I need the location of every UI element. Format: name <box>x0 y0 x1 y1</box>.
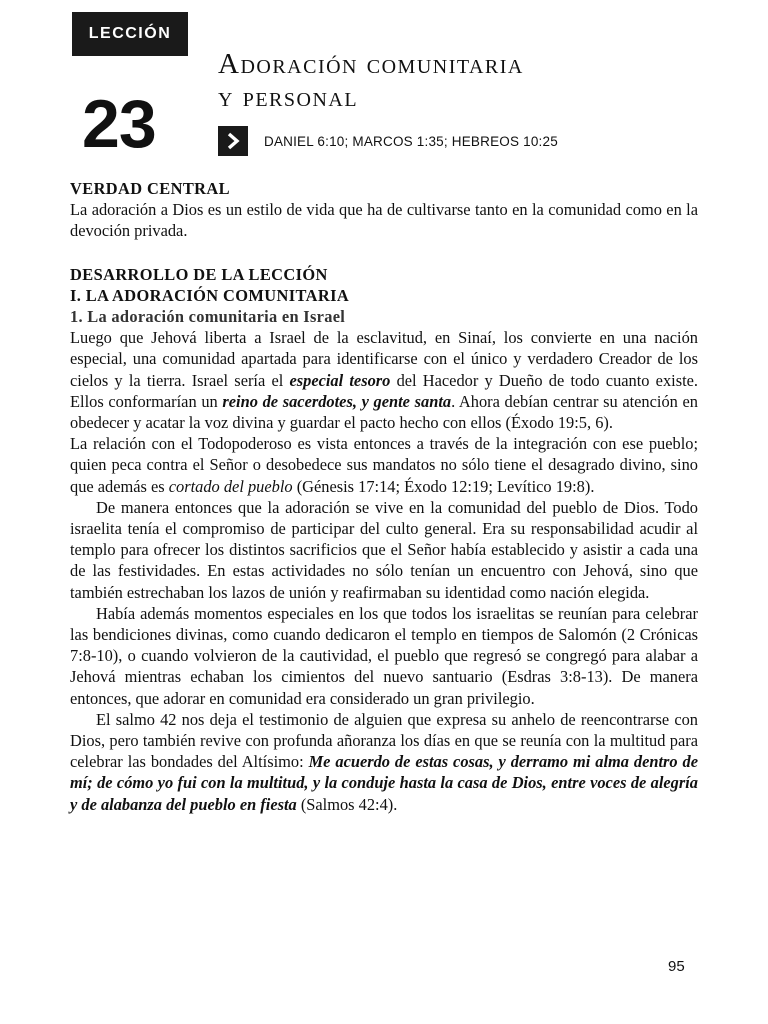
central-truth-text: La adoración a Dios es un estilo de vida que ha de cultivarse tanto en la comunidad como en la devoción privada. <box>70 200 698 241</box>
lesson-development-heading: DESARROLLO DE LA LECCIÓN <box>70 264 328 284</box>
paragraph-2-text-a: La relación con el Todopoderoso es vista entonces a través de la integración con ese pueblo; quien peca contra el Señor o desobedece sus mandatos no sólo tiene el desagrado divino, sino que además es <box>70 434 698 496</box>
paragraph-5 <box>70 709 698 815</box>
paragraph-1-text-c: del Hacedor y Dueño de todo cuanto existe. Ellos conformarían un <box>70 370 699 411</box>
chevron-right-icon <box>218 126 248 156</box>
paragraph-3: De manera entonces que la adoración se vive en la comunidad del pueblo de Dios. Todo israelita tenía el compromiso de participar del culto general. Era su responsabilidad acudir al templo para ofrecer los distintos sacrificios que el Señor había establecido y asistir a cada una de las festividades. En estas actividades no sólo tenían un encuentro con Jehová, sino que también estrechaban los lazos de unión y reafirmaban su identidad como nación elegida. <box>70 497 698 602</box>
paragraph-2 <box>70 433 698 497</box>
central-truth-heading: VERDAD CENTRAL <box>70 179 230 198</box>
subsection-heading: 1. La adoración comunitaria en Israel <box>70 307 346 327</box>
paragraph-5-text-a: El salmo 42 nos deja el testimonio de alguien que expresa su anhelo de reencontrarse con Dios, pero también revive con profunda añoranza los días en que se reunía con la multitud para celebrar las bondades del Altísimo: <box>70 709 698 772</box>
emphasis-kingdom-of-priests: reino de sacerdotes, y gente santa <box>222 391 452 411</box>
psalm-quote: Me acuerdo de estas cosas, y derramo mi alma dentro de mí; de cómo yo fui con la multitud, y la conduje hasta la casa de Dios, entre voces de alegría y de alabanza del pueblo en fiesta <box>70 752 698 814</box>
lesson-body <box>70 178 698 815</box>
emphasis-special-treasure: especial tesoro <box>289 370 391 390</box>
paragraph-1 <box>70 327 698 433</box>
paragraph-4: Había además momentos especiales en los que todos los israelitas se reunían para celebrar las bendiciones divinas, como cuando dedicaron el templo en tiempos de Salomón (2 Crónicas 7:8-10), o cuando volvieron de la cautividad, el pueblo que regresó se congregó para alabar a Jehová mientras echaban los cimientos del nuevo santuario (Esdras 3:8-13). De manera entonces, que adorar en comunidad era considerado un gran privilegio. <box>70 603 698 708</box>
paragraph-5-text-c: (Salmos 42:4). <box>296 794 398 814</box>
lesson-title-line-2: y personal <box>218 81 359 113</box>
lesson-tag: LECCIÓN <box>72 12 188 56</box>
spacer <box>70 242 698 264</box>
lesson-title <box>218 48 524 114</box>
scripture-references: DANIEL 6:10; MARCOS 1:35; HEBREOS 10:25 <box>264 133 558 149</box>
paragraph-1-text-a: Luego que Jehová liberta a Israel de la esclavitud, en Sinaí, los convierte en una nación especial, una comunidad apartada para identificarse con el único y verdadero Creador de los cielos y la tierra. Israel sería el <box>70 328 698 390</box>
paragraph-1-text-e: . Ahora debían centrar su atención en obedecer y acatar la voz divina y guardar el pacto hecho con ellos (Éxodo 19:5, 6). <box>70 391 698 433</box>
lesson-title-line-1: Adoración comunitaria <box>218 48 524 80</box>
emphasis-cut-off: cortado del pueblo <box>168 476 293 496</box>
paragraph-2-text-c: (Génesis 17:14; Éxodo 12:19; Levítico 19:8). <box>292 476 595 496</box>
scripture-references-row <box>218 126 558 156</box>
page-number: 95 <box>668 958 685 975</box>
section-heading: I. LA ADORACIÓN COMUNITARIA <box>70 285 350 305</box>
lesson-number: 23 <box>82 86 156 162</box>
